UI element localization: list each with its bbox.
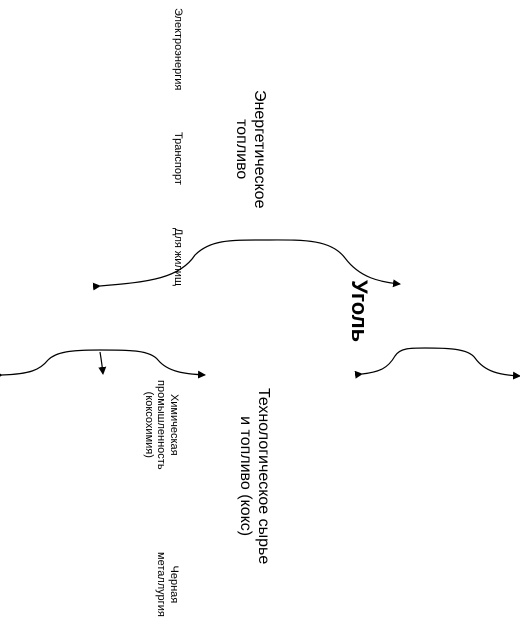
use-chemical-industry: Химическая промышленность (коксохимия)	[142, 380, 180, 470]
branch-energy-fuel: Энергетическое топливо	[232, 90, 268, 209]
use-transport: Транспорт	[172, 132, 184, 185]
use-housing: Для жилищ	[172, 228, 184, 286]
use-electricity: Электроэнергия	[172, 8, 184, 91]
center-node-coal: Уголь	[347, 280, 372, 343]
technology-bracket	[362, 348, 520, 376]
branch-technology-fuel: Технологическое сырье и топливо (кокс)	[236, 388, 272, 565]
use-ferrous-metallurgy: Черная металлургия	[155, 552, 180, 617]
chemical-sub-arrow	[100, 352, 103, 374]
chemical-bracket	[2, 350, 205, 375]
